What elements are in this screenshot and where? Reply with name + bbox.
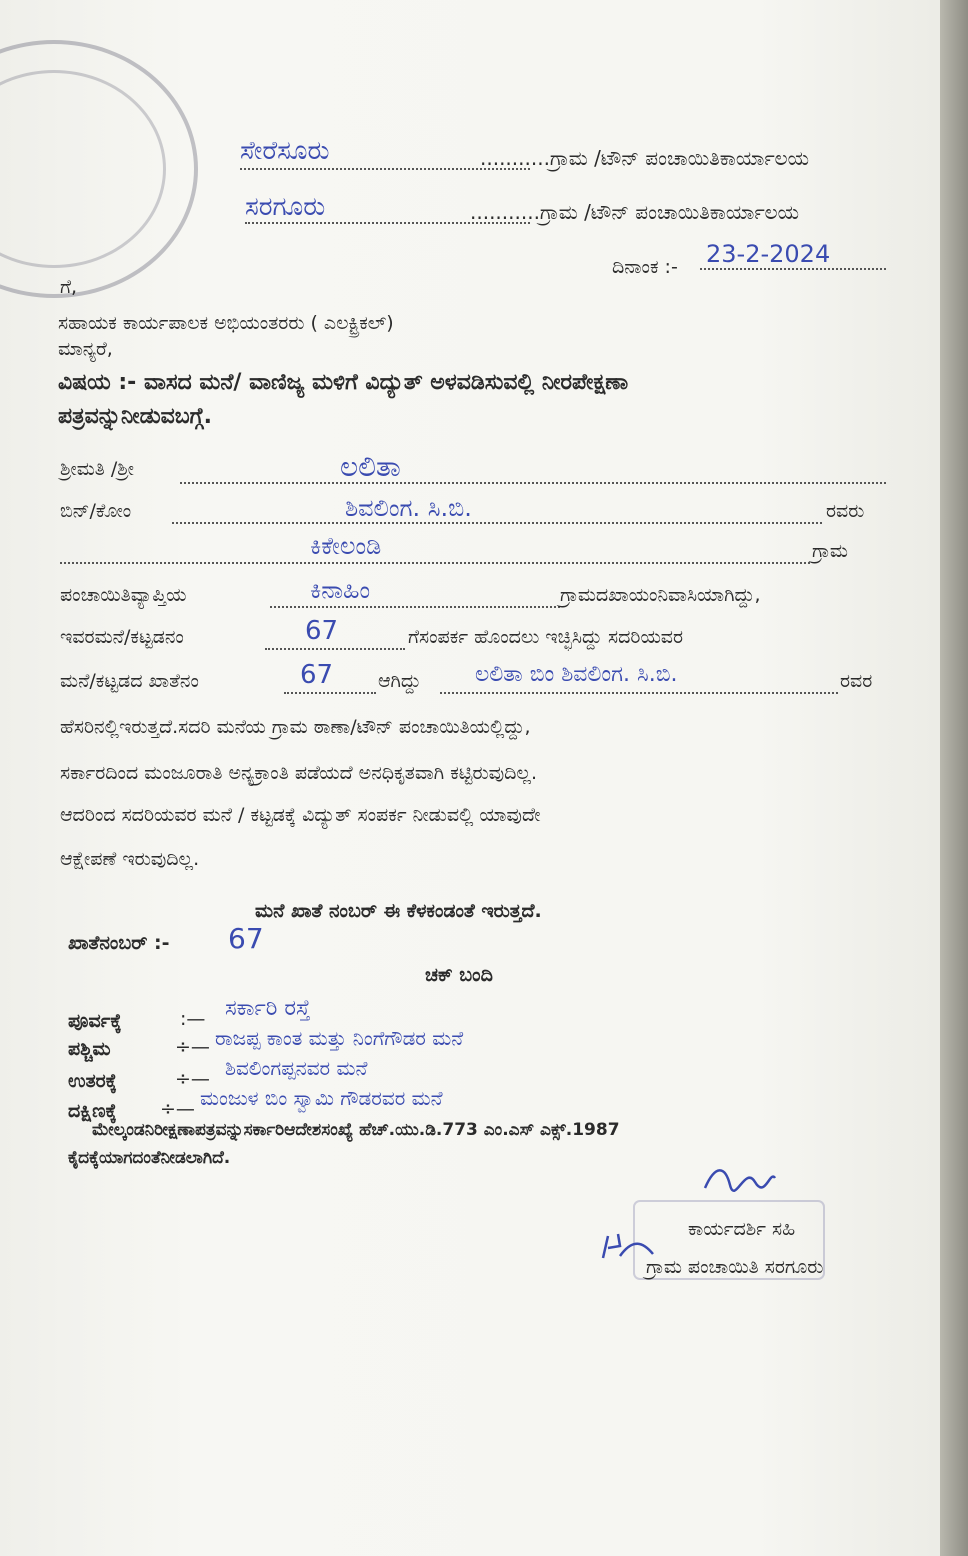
order-line1: ಮೇಲ್ಕಂಡನಿರೀಕ್ಷಣಾಪತ್ರವನ್ನುಸರ್ಕಾರಿಆದೇಶಸಂಖ್ಯೆ ಹೆಚ್.ಯು.ಡಿ.773 ಎಂ.ಎಸ್ ಎಕ್ಸ್.1987 xyxy=(92,1120,620,1140)
khata-number-label: ಖಾತೆನಂಬರ್ :- xyxy=(68,932,170,954)
house-number-suffix: ಗೆಸಂಪರ್ಕ ಹೊಂದಲು ಇಚ್ಛಿಸಿದ್ದು ಸದರಿಯವರ xyxy=(408,626,684,648)
west-value: ರಾಜಪ್ಪ ಕಾಂತ ಮತ್ತು ನಿಂಗೆಗೌಡರ ಮನೆ xyxy=(215,1026,464,1050)
name-value: ಲಲಿತಾ xyxy=(340,450,401,483)
signature-icon xyxy=(700,1160,780,1200)
page-edge-shadow xyxy=(940,0,968,1556)
khata-value: 67 xyxy=(300,660,334,690)
paragraph-line1: ಹೆಸರಿನಲ್ಲಿಇರುತ್ತದೆ.ಸದರಿ ಮನೆಯ ಗ್ರಾಮ ಠಾಣಾ/ಟೌನ್ ಪಂಚಾಯಿತಿಯಲ್ಲಿದ್ದು, xyxy=(60,716,531,738)
header-filled-line1: ಸೇರೆಸೂರು xyxy=(240,136,330,166)
recipient-to: ಗೆ, xyxy=(60,276,78,298)
house-number-value: 67 xyxy=(305,616,339,646)
recipient-designation: ಸಹಾಯಕ ಕಾರ್ಯಪಾಲಕ ಅಭಿಯಂತರರು ( ಎಲಕ್ಟ್ರಿಕಲ್) xyxy=(58,312,394,334)
house-number-label: ಇವರಮನೆ/ಕಟ್ಟಡನಂ xyxy=(60,626,184,648)
khata-heading: ಮನೆ ಖಾತೆ ನಂಬರ್ ಈ ಕೆಳಕಂಡಂತೆ ಇರುತ್ತದೆ. xyxy=(255,900,542,922)
village-value: ಕಿಕೇಲಂಡಿ xyxy=(310,532,382,560)
khata-suffix: ರವರ xyxy=(840,670,873,692)
boundary-heading: ಚಕ್ ಬಂದಿ xyxy=(425,964,493,986)
east-label: ಪೂರ್ವಕ್ಕೆ xyxy=(68,1010,122,1032)
west-label: ಪಶ್ಚಿಮ xyxy=(68,1038,111,1060)
south-value: ಮಂಜುಳ ಬಿಂ ಸ್ವಾಮಿ ಗೌಡರವರ ಮನೆ xyxy=(200,1086,443,1110)
east-value: ಸರ್ಕಾರಿ ರಸ್ತೆ xyxy=(225,996,311,1021)
header-filled-line2: ಸರಗೂರು xyxy=(245,192,326,222)
subject-line2: ಪತ್ರವನ್ನುನೀಡುವಬಗ್ಗೆ. xyxy=(58,404,212,429)
signature-title: ಕಾರ್ಯದರ್ಶಿ ಸಹಿ xyxy=(688,1218,796,1240)
father-value: ಶಿವಲಿಂಗ. ಸಿ.ಬಿ. xyxy=(345,494,472,522)
panchayat-suffix: ಗ್ರಾಮದಖಾಯಂನಿವಾಸಿಯಾಗಿದ್ದು, xyxy=(560,584,761,606)
date-label: ದಿನಾಂಕ :- xyxy=(612,256,678,278)
subject-line1: ವಿಷಯ :- ವಾಸದ ಮನೆ/ ವಾಣಿಜ್ಯ ಮಳಿಗೆ ವಿದ್ಯುತ್ ಅಳವಡಿಸುವಲ್ಲಿ ನೀರಪೇಕ್ಷಣಾ xyxy=(58,370,629,395)
khata-number-value: 67 xyxy=(228,922,264,955)
paragraph-line2: ಸರ್ಕಾರದಿಂದ ಮಂಜೂರಾತಿ ಅನ್ಯಕ್ರಾಂತಿ ಪಡೆಯದೆ ಅನಧಿಕೃತವಾಗಿ ಕಟ್ಟಿರುವುದಿಲ್ಲ. xyxy=(60,762,538,784)
north-value: ಶಿವಲಿಂಗಪ್ಪನವರ ಮನೆ xyxy=(225,1056,368,1080)
header-label-line1: ...........ಗ್ರಾಮ /ಟೌನ್ ಪಂಚಾಯಿತಿಕಾರ್ಯಾಲಯ xyxy=(480,146,810,170)
father-suffix: ರವರು xyxy=(826,500,865,522)
south-label: ದಕ್ಷಿಣಕ್ಕೆ xyxy=(68,1100,117,1122)
header-label-line2: ...........ಗ್ರಾಮ /ಟೌನ್ ಪಂಚಾಯಿತಿಕಾರ್ಯಾಲಯ xyxy=(470,200,800,224)
paragraph-line3: ಆದರಿಂದ ಸದರಿಯವರ ಮನೆ / ಕಟ್ಟಡಕ್ಕೆ ವಿದ್ಯುತ್ ಸಂಪರ್ಕ ನೀಡುವಲ್ಲಿ ಯಾವುದೇ xyxy=(60,804,541,826)
khata-owner: ಲಲಿತಾ ಬಿಂ ಶಿವಲಿಂಗ. ಸಿ.ಬಿ. xyxy=(475,662,678,687)
signature-office: ಗ್ರಾಮ ಪಂಚಾಯಿತಿ ಸರಗೂರು xyxy=(646,1256,824,1278)
village-suffix: ಗ್ರಾಮ xyxy=(812,540,848,562)
father-label: ಬಿನ್/ಕೋಂ xyxy=(60,500,132,522)
khata-label: ಮನೆ/ಕಟ್ಟಡದ ಖಾತೆನಂ xyxy=(60,670,199,692)
salutation: ಮಾನ್ಯರೆ, xyxy=(58,338,113,360)
khata-mid: ಆಗಿದ್ದು xyxy=(378,670,421,692)
panchayat-label: ಪಂಚಾಯಿತಿವ್ಯಾಪ್ತಿಯ xyxy=(60,584,187,606)
north-label: ಉತರಕ್ಕೆ xyxy=(68,1070,117,1092)
order-line2: ಕೈದಕ್ಕೆಯಾಗದಂತೆನೀಡಲಾಗಿದೆ. xyxy=(68,1148,231,1168)
date-value: 23-2-2024 xyxy=(706,240,831,268)
paragraph-line4: ಆಕ್ಷೇಪಣೆ ಇರುವುದಿಲ್ಲ. xyxy=(60,848,200,870)
name-label: ಶ್ರೀಮತಿ /ಶ್ರೀ xyxy=(60,458,135,480)
panchayat-value: ಕಿನಾಹಿಂ xyxy=(310,576,371,604)
